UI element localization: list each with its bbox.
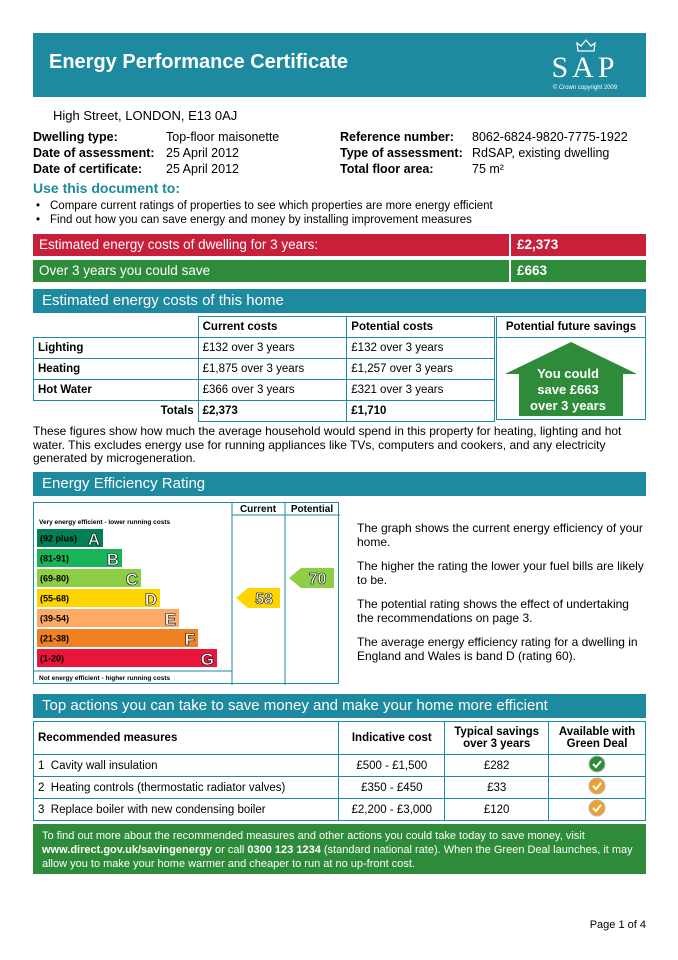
header-line: Available with	[558, 726, 636, 738]
band-letter: E	[164, 610, 176, 629]
estimated-cost-bar	[33, 234, 646, 256]
table-cell: £132 over 3 years	[198, 338, 347, 359]
table-cell: £321 over 3 years	[347, 380, 495, 401]
check-icon	[588, 777, 606, 795]
check-icon	[588, 799, 606, 817]
property-address: High Street, LONDON, E13 0AJ	[53, 108, 238, 123]
detail-row	[340, 129, 628, 145]
savings-value: £663	[517, 263, 548, 278]
measure-name: Cavity wall insulation	[50, 759, 158, 772]
table-header-empty	[34, 317, 199, 338]
rating-bands	[37, 529, 217, 669]
detail-value: 25 April 2012	[166, 146, 239, 160]
savings-label: Over 3 years you could save	[33, 260, 511, 282]
table-cell: £120	[445, 799, 549, 821]
description-paragraph: The higher the rating the lower your fuel bills are likely to be.	[357, 559, 644, 587]
detail-value: Top-floor maisonette	[166, 130, 280, 144]
band-range: (39-54)	[40, 613, 70, 624]
table-cell	[34, 799, 339, 821]
table-row	[34, 799, 646, 821]
savings-line: save £663	[537, 382, 599, 397]
rating-band-b	[37, 549, 122, 569]
savings-line: You could	[537, 366, 599, 381]
rating-band-c	[37, 569, 141, 589]
potential-column-header: Potential	[290, 504, 334, 515]
detail-value: 25 April 2012	[166, 162, 239, 176]
rating-band-d	[37, 589, 160, 609]
table-cell	[549, 777, 646, 799]
list-item: • Compare current ratings of properties to see which properties are more energy efficient	[36, 199, 493, 213]
band-range: (92 plus)	[40, 533, 78, 544]
potential-savings-text	[525, 366, 611, 414]
bottom-efficiency-note: Not energy efficient - higher running costs	[39, 675, 171, 682]
table-cell	[34, 755, 339, 777]
measure-name: Replace boiler with new condensing boiler	[50, 803, 266, 816]
table-row	[34, 755, 646, 777]
list-item: • Find out how you can save energy and money by installing improvement measures	[36, 213, 493, 227]
header-line: over 3 years	[463, 738, 531, 750]
band-letter: B	[106, 550, 119, 569]
band-range: (81-91)	[40, 553, 70, 564]
detail-value: RdSAP, existing dwelling	[472, 146, 610, 160]
measure-number: 3	[38, 803, 45, 816]
detail-row	[340, 161, 628, 177]
header-line: Green Deal	[566, 738, 628, 750]
table-cell	[34, 777, 339, 799]
table-cell: £33	[445, 777, 549, 799]
check-icon	[588, 755, 606, 773]
page-number: Page 1 of 4	[589, 919, 646, 931]
description-paragraph: The potential rating shows the effect of undertaking the recommendations on page 3.	[357, 597, 629, 625]
current-rating-arrow	[236, 588, 280, 608]
table-header	[445, 722, 549, 755]
efficiency-chart-svg	[34, 503, 340, 685]
table-header	[549, 722, 646, 755]
table-row	[34, 338, 495, 359]
table-cell: £500 - £1,500	[339, 755, 445, 777]
detail-value: 75 m²	[472, 162, 504, 176]
use-document-list	[36, 199, 493, 227]
band-letter: A	[87, 530, 100, 549]
section-heading-efficiency: Energy Efficiency Rating	[33, 472, 646, 496]
info-text: (standard national rate). When the Green Deal launches, it may allow you to make your home warmer and cheaper to run at no up-front cost.	[42, 844, 633, 870]
detail-row	[33, 145, 279, 161]
band-range: (21-38)	[40, 633, 70, 644]
estimated-cost-label: Estimated energy costs of dwelling for 3 years:	[33, 234, 511, 256]
detail-label: Total floor area:	[340, 162, 434, 176]
table-cell: £1,257 over 3 years	[347, 359, 495, 380]
band-range: (69-80)	[40, 573, 70, 584]
table-cell: Lighting	[34, 338, 199, 359]
band-letter: G	[200, 650, 214, 669]
efficiency-rating-chart	[33, 502, 339, 684]
detail-row	[33, 129, 279, 145]
rating-band-e	[37, 609, 179, 629]
table-cell: Hot Water	[34, 380, 199, 401]
section-heading-costs: Estimated energy costs of this home	[33, 289, 646, 313]
savingenergy-link[interactable]: www.direct.gov.uk/savingenergy	[42, 844, 212, 856]
sap-logo-text: SAP	[551, 51, 619, 84]
table-row	[34, 359, 495, 380]
page-title: Energy Performance Certificate	[49, 51, 349, 73]
detail-label: Reference number:	[340, 130, 454, 144]
potential-rating-arrow	[289, 568, 334, 588]
rating-band-a	[37, 529, 103, 549]
table-row	[34, 380, 495, 401]
table-cell: £1,875 over 3 years	[198, 359, 347, 380]
table-header-row	[34, 317, 495, 338]
info-text: or call	[211, 844, 248, 856]
section-heading-actions: Top actions you can take to save money and make your home more efficient	[33, 694, 646, 718]
table-header: Recommended measures	[34, 722, 339, 755]
current-rating-arrow-value: 58	[255, 591, 273, 608]
table-cell: £350 - £450	[339, 777, 445, 799]
table-header-row	[34, 722, 646, 755]
details-right	[340, 129, 628, 177]
description-paragraph: The graph shows the current energy efficiency of your home.	[357, 521, 643, 549]
table-header: Potential costs	[347, 317, 495, 338]
description-paragraph: The average energy efficiency rating for a dwelling in England and Wales is band D (rating 60).	[357, 635, 638, 663]
costs-explanation: These figures show how much the average household would spend in this property for heating, lighting and hot water. This excludes energy use for running appliances like TVs, computers and cookers, and any electricity generated by microgeneration.	[33, 424, 622, 465]
table-header: Indicative cost	[339, 722, 445, 755]
detail-label: Dwelling type:	[33, 130, 118, 144]
measure-name: Heating controls (thermostatic radiator valves)	[50, 781, 286, 794]
band-range: (1-20)	[40, 653, 65, 664]
detail-label: Date of assessment:	[33, 146, 155, 160]
table-header: Current costs	[198, 317, 347, 338]
table-cell: £2,200 - £3,000	[339, 799, 445, 821]
use-document-heading: Use this document to:	[33, 180, 181, 196]
header-banner	[33, 33, 646, 97]
band-range: (55-68)	[40, 593, 70, 604]
potential-rating-arrow-value: 70	[308, 571, 327, 588]
copyright-text: © Crown copyright 2009	[552, 85, 618, 91]
table-totals-row	[34, 401, 495, 422]
phone-number: 0300 123 1234	[247, 844, 321, 856]
table-row	[34, 777, 646, 799]
potential-savings-box	[496, 316, 646, 420]
estimated-cost-value: £2,373	[517, 237, 559, 252]
table-cell: £282	[445, 755, 549, 777]
detail-row	[340, 145, 628, 161]
table-header: Potential future savings	[497, 317, 645, 338]
table-cell	[549, 755, 646, 777]
detail-value: 8062-6824-9820-7775-1922	[472, 130, 628, 144]
rating-description	[357, 522, 647, 674]
table-cell: £2,373	[198, 401, 347, 422]
rating-band-g	[37, 649, 217, 669]
detail-label: Type of assessment:	[340, 146, 463, 160]
table-cell: £366 over 3 years	[198, 380, 347, 401]
table-cell	[549, 799, 646, 821]
totals-label: Totals	[160, 405, 194, 418]
measure-number: 2	[38, 781, 45, 794]
detail-label: Date of certificate:	[33, 162, 143, 176]
current-column-header: Current	[239, 504, 277, 515]
measure-number: 1	[38, 759, 45, 772]
recommended-actions-table	[33, 721, 646, 821]
detail-row	[33, 161, 279, 177]
details-left	[33, 129, 279, 177]
table-cell: £132 over 3 years	[347, 338, 495, 359]
sap-logo	[540, 39, 630, 93]
band-letter: F	[184, 630, 195, 649]
more-info-box	[33, 824, 646, 874]
savings-line: over 3 years	[530, 398, 606, 413]
info-text: To find out more about the recommended measures and other actions you could take today to save money, visit	[42, 830, 585, 842]
energy-costs-table	[33, 316, 495, 422]
band-letter: D	[144, 590, 157, 609]
savings-bar	[33, 260, 646, 282]
rating-band-f	[37, 629, 198, 649]
table-cell: £1,710	[347, 401, 495, 422]
header-line: Typical savings	[454, 726, 540, 738]
top-efficiency-note: Very energy efficient - lower running costs	[39, 519, 171, 526]
band-letter: C	[125, 570, 138, 589]
table-cell: Heating	[34, 359, 199, 380]
